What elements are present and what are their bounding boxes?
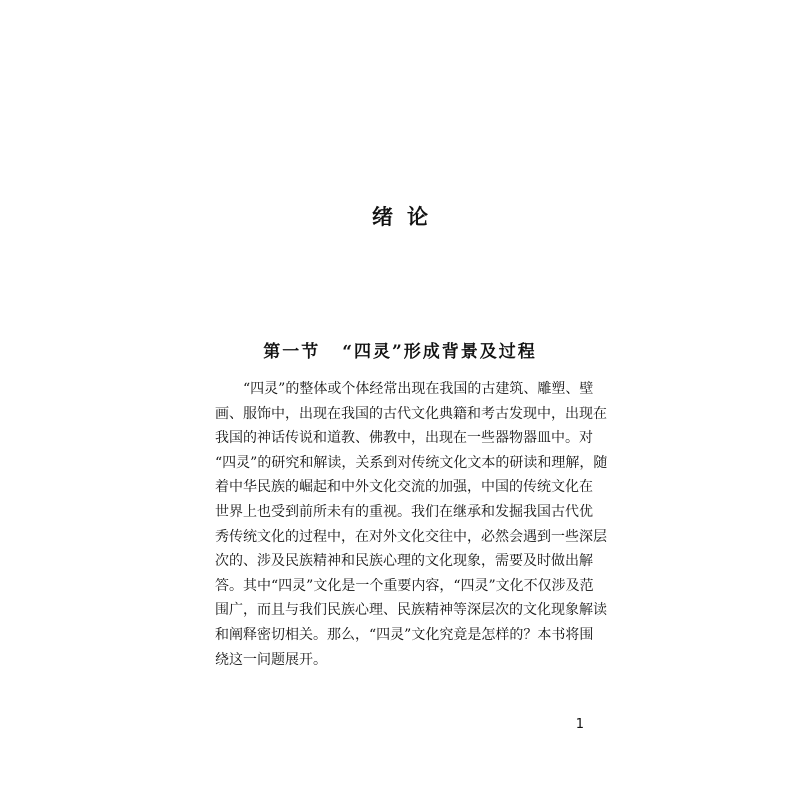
paragraph-line: 秀传统文化的过程中，在对外文化交往中，必然会遇到一些深层 [215,528,607,545]
paragraph-line: “四灵”的研究和解读，关系到对传统文化文本的研读和理解，随 [215,454,608,471]
body-paragraph [215,377,608,672]
paragraph-line: 着中华民族的崛起和中外文化交流的加强，中国的传统文化在 [215,479,593,496]
chapter-title: 绪论 [372,205,442,229]
section-heading [0,338,800,366]
paragraph-line: 绕这一问题展开。 [215,651,327,668]
paragraph-line: 围广，而且与我们民族心理、民族精神等深层次的文化现象解读 [215,602,607,619]
section-number: 第一节 [263,342,321,362]
paragraph-line: 答。其中“四灵”文化是一个重要内容，“四灵”文化不仅涉及范 [215,577,594,594]
paragraph-line: 世界上也受到前所未有的重视。我们在继承和发掘我国古代优 [215,503,593,520]
paragraph-line: 我国的神话传说和道教、佛教中，出现在一些器物器皿中。对 [215,430,593,447]
paragraph-line: 次的、涉及民族精神和民族心理的文化现象，需要及时做出解 [215,553,593,570]
paragraph-line: “四灵”的整体或个体经常出现在我国的古建筑、雕塑、壁 [243,381,594,397]
page-number: 1 [575,717,584,732]
section-title: “四灵”形成背景及过程 [342,342,537,362]
paragraph-line: 和阐释密切相关。那么，“四灵”文化究竟是怎样的？本书将围 [215,626,594,643]
paragraph-line: 画、服饰中，出现在我国的古代文化典籍和考古发现中，出现在 [215,405,607,422]
